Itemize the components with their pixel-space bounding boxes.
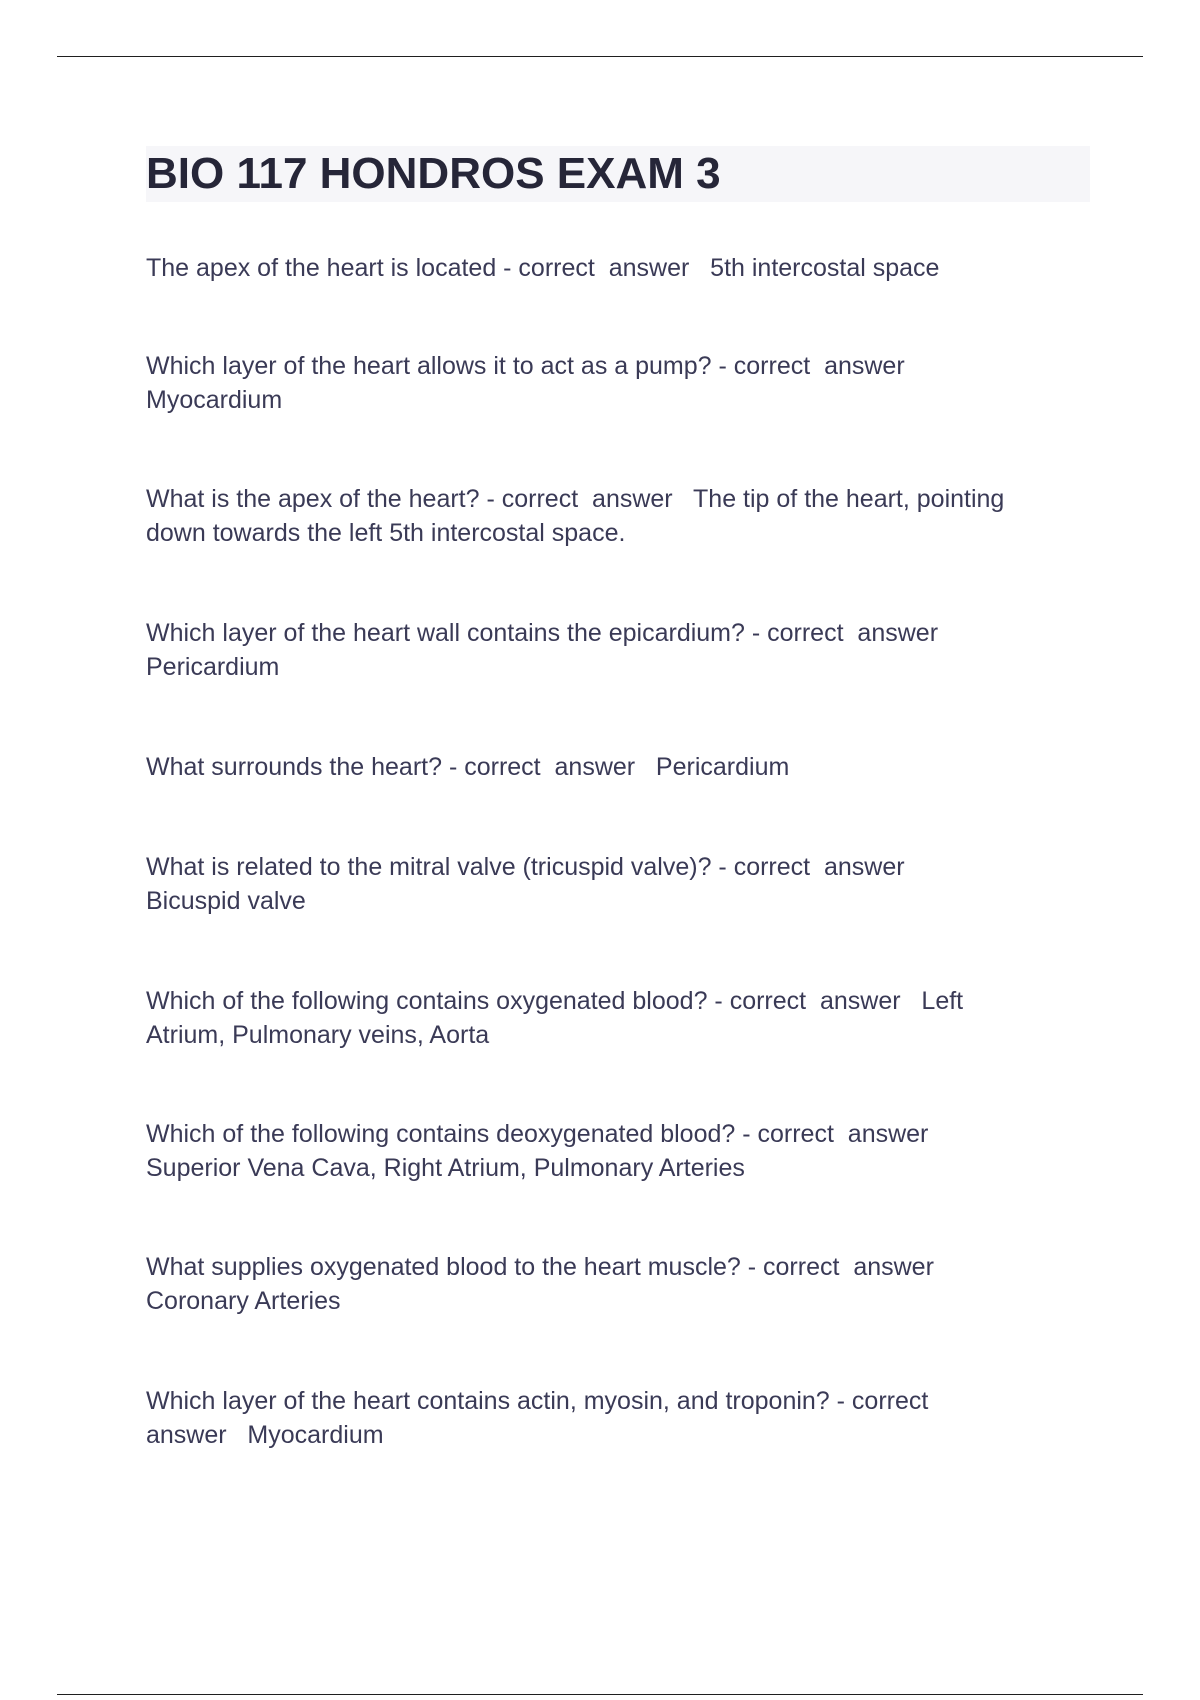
bottom-rule: [57, 1694, 1143, 1695]
qa-item-7: Which of the following contains oxygenated blood? - correct answer Left Atrium, Pulmonary veins, Aorta: [146, 987, 964, 1049]
qa-item-1: The apex of the heart is located - correct answer 5th intercostal space: [146, 254, 940, 282]
qa-item-5: What surrounds the heart? - correct answer Pericardium: [146, 753, 790, 781]
qa-item-4: Which layer of the heart wall contains the epicardium? - correct answer Pericardium: [146, 619, 939, 681]
qa-item-2: Which layer of the heart allows it to act as a pump? - correct answer Myocardium: [146, 352, 905, 414]
qa-item-10: Which layer of the heart contains actin, myosin, and troponin? - correct answer Myocardium: [146, 1387, 929, 1449]
qa-item-3: What is the apex of the heart? - correct answer The tip of the heart, pointing down towards the left 5th intercostal space.: [146, 485, 1005, 547]
qa-item-6: What is related to the mitral valve (tricuspid valve)? - correct answer Bicuspid valve: [146, 853, 905, 915]
page-title: BIO 117 HONDROS EXAM 3: [146, 149, 721, 198]
qa-item-8: Which of the following contains deoxygenated blood? - correct answer Superior Vena Cava, Right Atrium, Pulmonary Arteries: [146, 1120, 929, 1182]
top-rule: [57, 56, 1143, 57]
qa-item-9: What supplies oxygenated blood to the heart muscle? - correct answer Coronary Arteries: [146, 1253, 934, 1315]
